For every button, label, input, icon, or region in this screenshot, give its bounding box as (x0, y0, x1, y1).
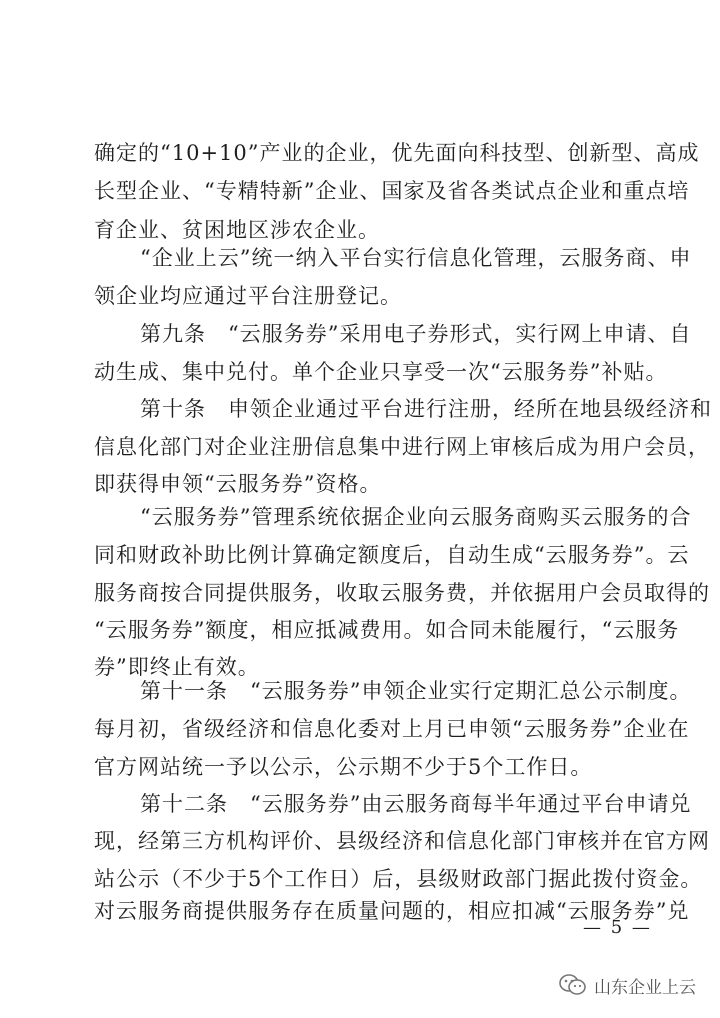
text-line: 第九条 “云服务券”采用电子券形式，实行网上申请、自 (140, 322, 692, 346)
text-line: “企业上云”统一纳入平台实行信息化管理，云服务商、申 (140, 246, 692, 270)
text-line: “云服务券”管理系统依据企业向云服务商购买云服务的合 (140, 505, 692, 529)
text-line: 第十二条 “云服务券”由云服务商每半年通过平台申请兑 (140, 792, 692, 816)
text-line: 现，经第三方机构评价、县级经济和信息化部门审核并在官方网 (94, 829, 710, 853)
text-line: 第十一条 “云服务券”申领企业实行定期汇总公示制度。 (140, 679, 692, 703)
text-line: 站公示（不少于5个工作日）后，县级财政部门据此拨付资金。 (94, 867, 703, 891)
text-line: 动生成、集中兑付。单个企业只享受一次“云服务券”补贴。 (94, 360, 668, 384)
text-line: 确定的“10+10”产业的企业，优先面向科技型、创新型、高成 (94, 141, 700, 165)
text-line: 领企业均应通过平台注册登记。 (94, 284, 402, 308)
text-line: 第十条 申领企业通过平台进行注册，经所在地县级经济和 (140, 397, 712, 421)
text-line: 券”即终止有效。 (94, 655, 260, 679)
text-line: 即获得申领“云服务券”资格。 (94, 472, 382, 496)
text-line: 长型企业、“专精特新”企业、国家及省各类试点企业和重点培 (94, 179, 690, 203)
page-number: — 5 — (583, 917, 652, 938)
text-line: 信息化部门对企业注册信息集中进行网上审核后成为用户会员， (94, 435, 710, 459)
text-line: “云服务券”额度，相应抵减费用。如合同未能履行，“云服务 (94, 618, 680, 642)
text-line: 官方网站统一予以公示，公示期不少于5个工作日。 (94, 755, 593, 779)
watermark (558, 972, 696, 998)
text-line: 每月初，省级经济和信息化委对上月已申领“云服务券”企业在 (94, 717, 690, 741)
text-line: 同和财政补助比例计算确定额度后，自动生成“云服务券”。云 (94, 543, 690, 567)
watermark-label: 山东企业上云 (594, 977, 696, 998)
text-line: 对云服务商提供服务存在质量问题的，相应扣减“云服务券”兑 (94, 899, 690, 923)
text-line: 育企业、贫困地区涉农企业。 (94, 218, 380, 242)
text-line: 服务商按合同提供服务，收取云服务费，并依据用户会员取得的 (94, 581, 710, 605)
wechat-official-account-icon (558, 972, 588, 998)
